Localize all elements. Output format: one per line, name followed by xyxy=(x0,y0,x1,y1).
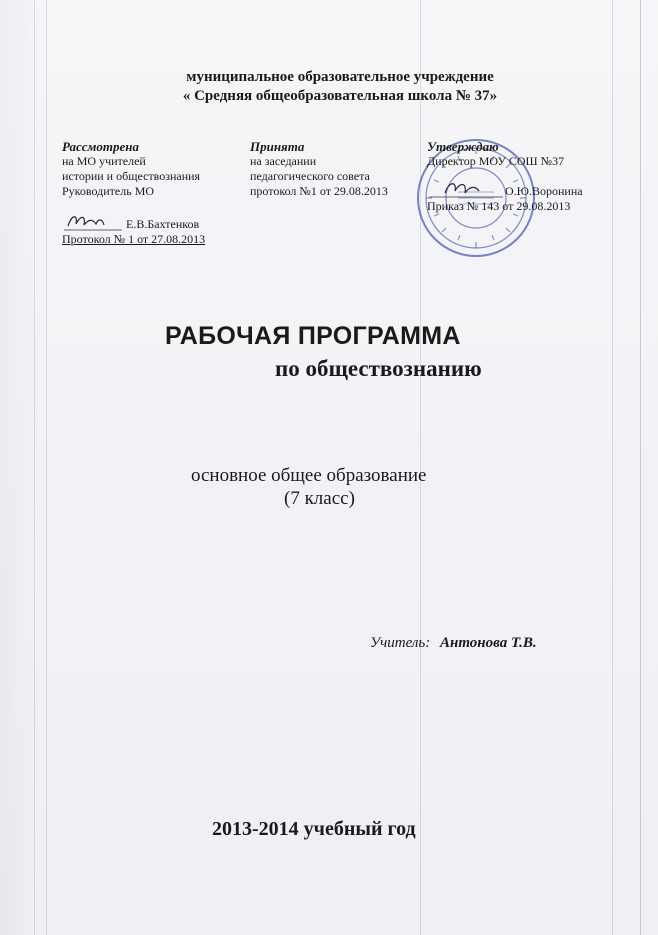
accepted-title: Принята xyxy=(250,139,305,154)
program-subject: по обществознанию xyxy=(275,356,482,381)
reviewed-protocol: Протокол № 1 от 27.08.2013 xyxy=(62,232,206,246)
reviewed-line: на МО учителей xyxy=(62,154,146,168)
reviewed-line: истории и обществознания xyxy=(62,169,201,183)
school-header xyxy=(140,68,540,106)
teacher-name: Антонова Т.В. xyxy=(439,635,537,651)
scan-fold-line xyxy=(46,0,47,935)
teacher-line xyxy=(370,635,610,652)
accepted-line: на заседании xyxy=(250,154,317,168)
teacher-label: Учитель: xyxy=(370,635,431,651)
education-level: основное общее образование xyxy=(191,465,427,486)
reviewed-block xyxy=(62,139,242,247)
scan-fold-line xyxy=(640,0,641,935)
reviewed-line: Руководитель МО xyxy=(62,184,155,198)
approved-title: Утверждаю xyxy=(427,139,499,154)
reviewed-title: Рассмотрена xyxy=(62,139,139,154)
grade-label: (7 класс) xyxy=(284,488,355,509)
approved-signer: О.Ю.Воронина xyxy=(505,184,583,198)
approved-order: Приказ № 143 от 29.08.2013 xyxy=(427,199,571,213)
approved-line: Директор МОУ СОШ №37 xyxy=(427,154,565,168)
accepted-line: педагогического совета xyxy=(250,169,370,183)
accepted-line: протокол №1 от 29.08.2013 xyxy=(250,184,388,198)
scan-fold-line xyxy=(34,0,35,935)
approved-signature-row xyxy=(427,177,617,199)
school-type: муниципальное образовательное учреждение xyxy=(186,69,494,85)
signature-icon xyxy=(427,177,505,199)
school-name: « Средняя общеобразовательная школа № 37» xyxy=(182,88,498,104)
reviewed-signature-row xyxy=(62,210,242,232)
academic-year: 2013-2014 учебный год xyxy=(212,818,416,840)
approved-block xyxy=(427,139,617,214)
document-title: РАБОЧАЯ ПРОГРАММА xyxy=(165,322,461,350)
signature-icon xyxy=(62,210,126,232)
reviewed-signer: Е.В.Бахтенков xyxy=(126,217,200,231)
accepted-block xyxy=(250,139,420,199)
